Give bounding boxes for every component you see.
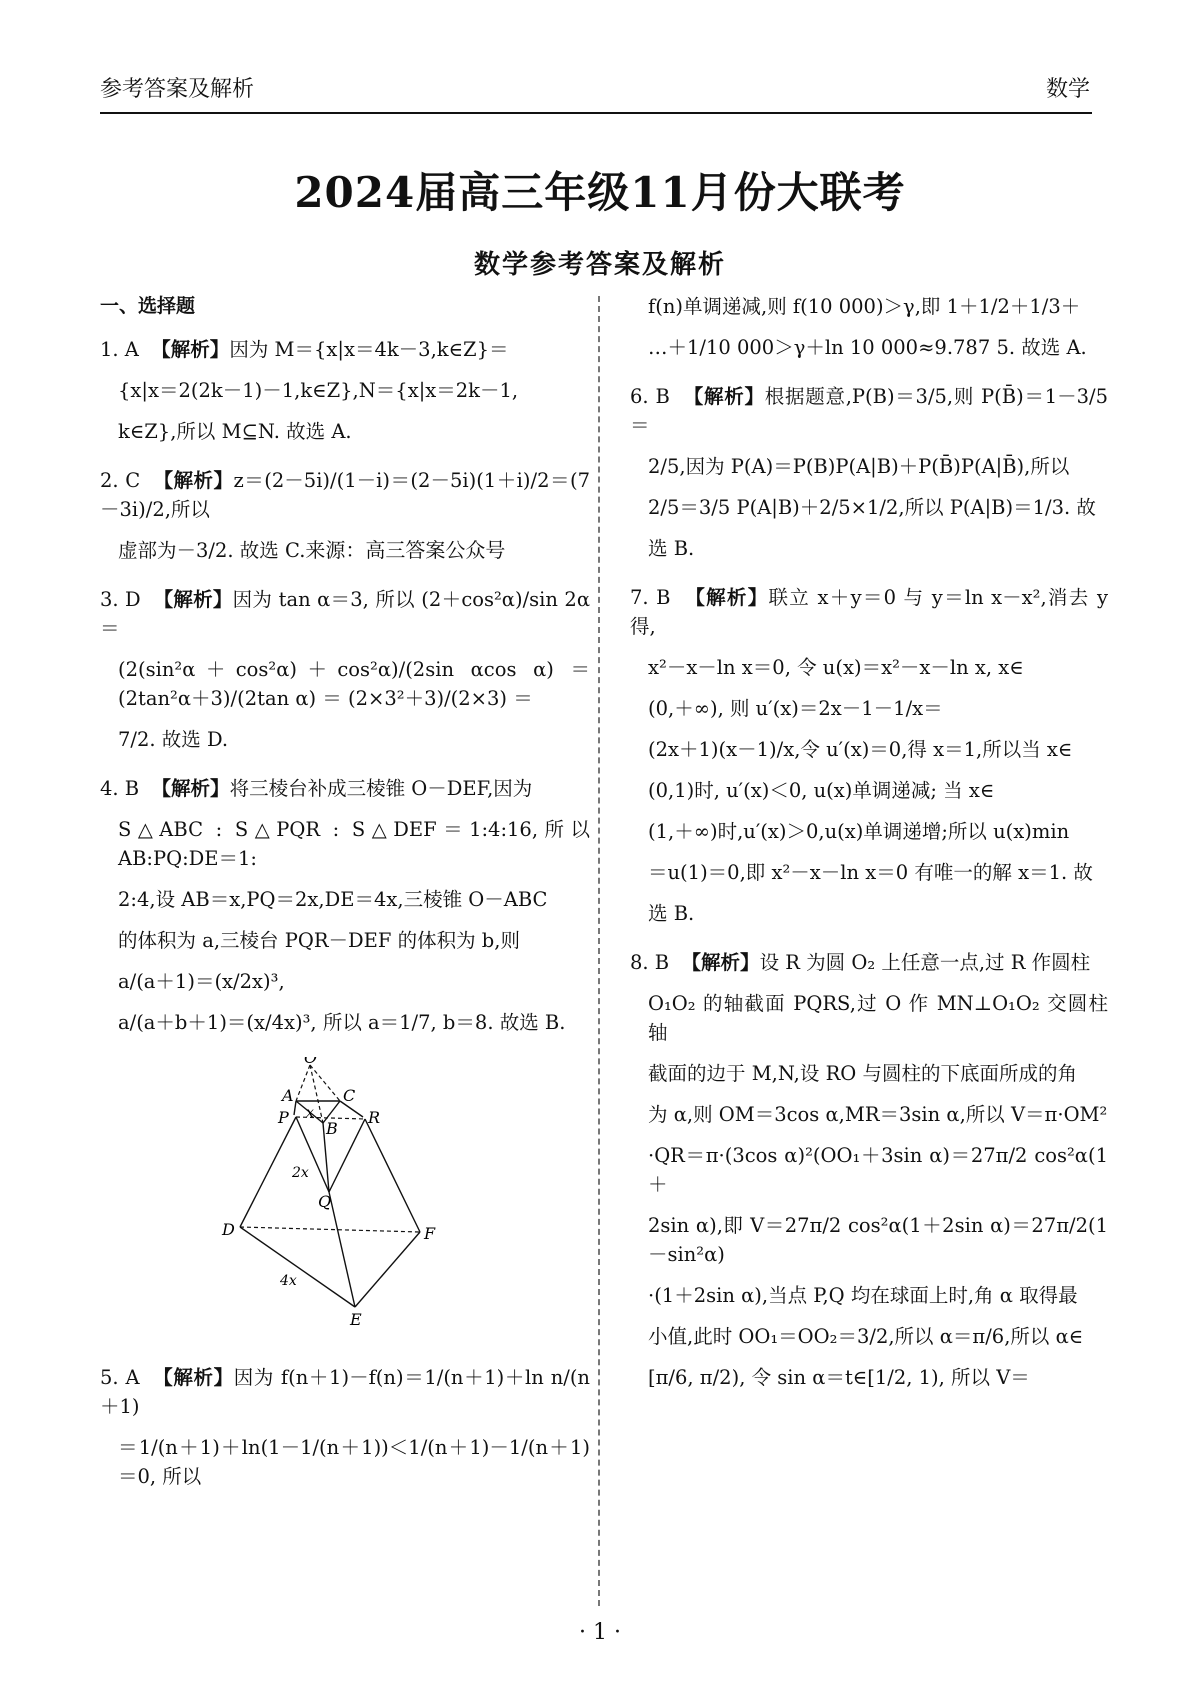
q5c-line1: f(n)单调递减,则 f(10 000)＞γ,即 1＋1/2＋1/3＋ — [648, 295, 1081, 318]
q4-line3: 2:4,设 AB＝x,PQ＝2x,DE＝4x,三棱锥 O－ABC — [118, 888, 548, 911]
q7-head: 7. B — [630, 586, 671, 609]
label-x: x — [306, 1105, 314, 1121]
question-2 — [100, 466, 590, 565]
q2-line2: 虚部为－3/2. 故选 C. — [118, 539, 306, 562]
q7-line2: x²－x－ln x＝0, 令 u(x)＝x²－x－ln x, x∈ — [648, 656, 1024, 679]
column-divider — [598, 296, 600, 1606]
q4-head: 4. B — [100, 777, 140, 800]
q4-line2: S△ABC : S△PQR : S△DEF＝1:4:16,所以 AB:PQ:DE＝1: — [118, 818, 590, 870]
label-f: F — [424, 1224, 436, 1243]
q5-line2: ＝1/(n＋1)＋ln(1－1/(n＋1))＜1/(n＋1)－1/(n＋1)＝0, 所以 — [118, 1436, 590, 1488]
q1-line3: k∈Z},所以 M⊆N. 故选 A. — [118, 420, 352, 443]
q7-tag: 【解析】 — [685, 586, 769, 609]
q5-head: 5. A — [100, 1366, 140, 1389]
label-d: D — [222, 1220, 235, 1239]
q3-line2: (2(sin²α＋cos²α)＋cos²α)/(2sin αcos α) ＝ (2tan²α＋3)/(2tan α) ＝ (2×3²＋3)/(2×3) ＝ — [118, 658, 590, 710]
q8-line7: ·(1＋2sin α),当点 P,Q 均在球面上时,角 α 取得最 — [648, 1284, 1078, 1307]
q1-head: 1. A — [100, 338, 139, 361]
q7-line1: 联立 x＋y＝0 与 y＝ln x－x²,消去 y 得, — [630, 586, 1108, 638]
dash-df — [240, 1227, 420, 1232]
label-e: E — [350, 1310, 362, 1327]
pyramid-figure — [210, 1057, 450, 1327]
q2-head: 2. C — [100, 469, 141, 492]
q4-line6: a/(a＋b＋1)＝(x/4x)³, 所以 a＝1/7, b＝8. 故选 B. — [118, 1011, 566, 1034]
q6-line4: 选 B. — [648, 537, 695, 560]
q3-head: 3. D — [100, 588, 141, 611]
q6-tag: 【解析】 — [683, 385, 765, 408]
label-4x: 4x — [280, 1273, 297, 1289]
page-title: 2024届高三年级11月份大联考 — [294, 168, 906, 217]
edge-ap — [294, 1101, 296, 1115]
q6-line3: 2/5＝3/5 P(A|B)＋2/5×1/2,所以 P(A|B)＝1/3. 故 — [648, 496, 1096, 519]
question-1 — [100, 335, 590, 446]
page-subtitle: 数学参考答案及解析 — [473, 250, 726, 280]
question-3 — [100, 585, 590, 754]
source-note: 来源：高三答案公众号 — [305, 538, 506, 562]
q7-line3: (0,＋∞), 则 u′(x)＝2x－1－1/x＝ — [648, 697, 943, 720]
edge-rf — [365, 1119, 420, 1232]
q8-line1: 设 R 为圆 O₂ 上任意一点,过 R 作圆柱 — [759, 951, 1091, 974]
q4-line5: a/(a＋1)＝(x/2x)³, — [118, 970, 285, 993]
q3-line3: 7/2. 故选 D. — [118, 728, 229, 751]
label-p: P — [278, 1108, 289, 1127]
q5-tag: 【解析】 — [153, 1366, 234, 1389]
q2-tag: 【解析】 — [153, 469, 234, 492]
q3-line1: 因为 tan α＝3, 所以 (2＋cos²α)/sin 2α ＝ — [100, 588, 590, 640]
header-left: 参考答案及解析 — [100, 77, 255, 102]
q6-line2: 2/5,因为 P(A)＝P(B)P(A|B)＋P(B̄)P(A|B̄),所以 — [648, 455, 1070, 478]
q7-line5: (0,1)时, u′(x)＜0, u(x)单调递减; 当 x∈ — [648, 779, 995, 802]
q2-line1: z＝(2－5i)/(1－i)＝(2－5i)(1＋i)/2＝(7－3i)/2,所以 — [100, 469, 590, 521]
right-column — [630, 292, 1108, 1412]
q8-line5: ·QR＝π·(3cos α)²(OO₁＋3sin α)＝27π/2 cos²α(1＋ — [648, 1144, 1108, 1196]
q6-head: 6. B — [630, 385, 670, 408]
q4-tag: 【解析】 — [151, 777, 230, 800]
q4-line1: 将三棱台补成三棱锥 O－DEF,因为 — [229, 777, 533, 800]
dash-oa — [296, 1065, 310, 1101]
q3-tag: 【解析】 — [153, 588, 233, 611]
header-rule — [100, 112, 1092, 114]
edge-fe — [355, 1232, 420, 1307]
label-2x: 2x — [292, 1165, 309, 1181]
section-heading: 一、选择题 — [100, 295, 196, 317]
q7-line6: (1,＋∞)时,u′(x)＞0,u(x)单调递增;所以 u(x)min — [648, 820, 1070, 843]
q5c-line2: …＋1/10 000＞γ＋ln 10 000≈9.787 5. 故选 A. — [648, 336, 1087, 359]
q8-line2: O₁O₂ 的轴截面 PQRS,过 O 作 MN⊥O₁O₂ 交圆柱轴 — [648, 992, 1108, 1044]
q8-line3: 截面的边于 M,N,设 RO 与圆柱的下底面所成的角 — [648, 1062, 1077, 1085]
q4-line4: 的体积为 a,三棱台 PQR－DEF 的体积为 b,则 — [118, 929, 520, 952]
question-5 — [100, 1363, 590, 1491]
label-q: Q — [318, 1192, 332, 1211]
q1-line1: 因为 M＝{x|x＝4k－3,k∈Z}＝ — [229, 338, 509, 361]
label-a: A — [282, 1086, 294, 1105]
q5-line1: 因为 f(n＋1)－f(n)＝1/(n＋1)＋ln n/(n＋1) — [100, 1366, 590, 1418]
edge-de — [240, 1227, 355, 1307]
q8-line4: 为 α,则 OM＝3cos α,MR＝3sin α,所以 V＝π·OM² — [648, 1103, 1108, 1126]
page-number: · 1 · — [579, 1620, 621, 1645]
question-4 — [100, 774, 590, 1343]
label-c: C — [343, 1086, 356, 1105]
label-o: O — [304, 1057, 318, 1067]
question-6 — [630, 382, 1108, 563]
edge-pd — [240, 1117, 296, 1227]
question-5-continued — [630, 292, 1108, 362]
q7-line8: 选 B. — [648, 902, 695, 925]
header-right: 数学 — [1045, 77, 1090, 102]
dash-oc — [310, 1065, 340, 1101]
q8-tag: 【解析】 — [681, 951, 760, 974]
q1-line2: {x|x＝2(2k－1)－1,k∈Z},N＝{x|x＝2k－1, — [118, 379, 519, 402]
q7-line7: ＝u(1)＝0,即 x²－x－ln x＝0 有唯一的解 x＝1. 故 — [648, 861, 1093, 884]
left-column — [100, 292, 590, 1511]
edge-qe — [329, 1192, 355, 1307]
question-8 — [630, 948, 1108, 1392]
label-r: R — [368, 1108, 381, 1127]
q8-line9: [π/6, π/2), 令 sin α＝t∈[1/2, 1), 所以 V＝ — [648, 1366, 1030, 1389]
q7-line4: (2x＋1)(x－1)/x,令 u′(x)＝0,得 x＝1,所以当 x∈ — [648, 738, 1073, 761]
q1-tag: 【解析】 — [151, 338, 230, 361]
question-7 — [630, 583, 1108, 928]
q8-line6: 2sin α),即 V＝27π/2 cos²α(1＋2sin α)＝27π/2(1－sin²α) — [648, 1214, 1108, 1266]
q8-line8: 小值,此时 OO₁＝OO₂＝3/2,所以 α＝π/6,所以 α∈ — [648, 1325, 1084, 1348]
label-b: B — [326, 1119, 338, 1138]
q6-line1: 根据题意,P(B)＝3/5,则 P(B̄)＝1－3/5＝ — [630, 385, 1108, 437]
q8-head: 8. B — [630, 951, 670, 974]
